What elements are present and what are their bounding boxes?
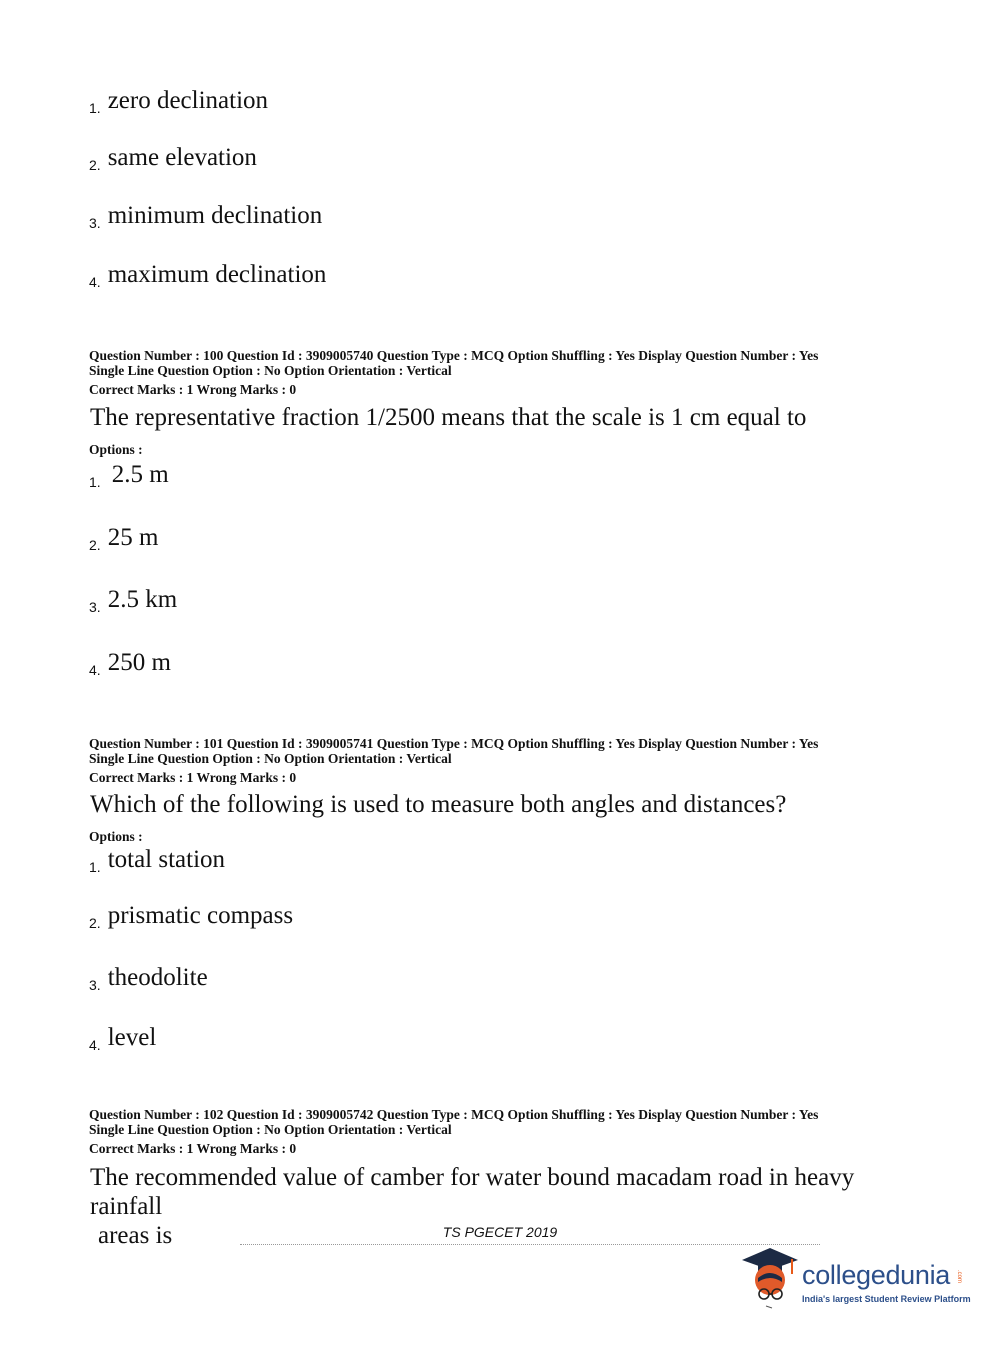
option-text: theodolite	[107, 964, 208, 991]
option-text: zero declination	[107, 87, 269, 114]
option-number: 4.	[89, 662, 101, 678]
question-meta-line: Single Line Question Option : No Option Orientation : Vertical	[89, 751, 452, 766]
question-101-text: Which of the following is used to measure both angles and distances?	[90, 791, 787, 818]
exam-footer: TS PGECET 2019	[442, 1224, 558, 1240]
prev-option-2	[89, 144, 257, 173]
q100-option-1	[89, 461, 169, 490]
question-102-marks: Correct Marks : 1 Wrong Marks : 0	[89, 1141, 297, 1156]
logo-tagline: India's largest Student Review Platform	[802, 1294, 971, 1304]
prev-option-3	[89, 202, 323, 231]
question-meta-line: Question Number : 101 Question Id : 3909005741 Question Type : MCQ Option Shuffling : Yes Display Question Number : Yes	[89, 736, 819, 751]
question-102-meta	[89, 1107, 818, 1137]
q100-option-3	[89, 586, 178, 615]
option-text: minimum declination	[107, 202, 323, 229]
option-text: 25 m	[107, 524, 159, 551]
q100-option-4	[89, 649, 171, 678]
prev-option-4	[89, 261, 327, 290]
question-100-marks: Correct Marks : 1 Wrong Marks : 0	[89, 382, 297, 397]
option-number: 3.	[89, 977, 101, 993]
question-meta-line: Question Number : 102 Question Id : 3909005742 Question Type : MCQ Option Shuffling : Yes Display Question Number : Yes	[89, 1107, 819, 1122]
collegedunia-logo	[740, 1244, 970, 1314]
q101-option-1	[89, 846, 226, 875]
question-101-meta	[89, 736, 818, 766]
question-meta-line: Question Number : 100 Question Id : 3909005740 Question Type : MCQ Option Shuffling : Yes Display Question Number : Yes	[89, 348, 819, 363]
question-text-line: The recommended value of camber for water bound macadam road in heavy rainfall	[90, 1164, 855, 1220]
question-text-line: areas is	[98, 1222, 173, 1249]
q100-option-2	[89, 524, 159, 553]
option-number: 2.	[89, 915, 101, 931]
question-100-text: The representative fraction 1/2500 means that the scale is 1 cm equal to	[90, 404, 807, 431]
option-number: 1.	[89, 100, 101, 116]
mascot-icon	[740, 1244, 802, 1314]
option-text: maximum declination	[107, 261, 327, 288]
option-text: prismatic compass	[107, 902, 294, 929]
option-text: total station	[107, 846, 226, 873]
option-number: 1.	[89, 859, 101, 875]
q101-option-2	[89, 902, 294, 931]
option-number: 1.	[89, 474, 101, 490]
logo-wordmark: collegedunia	[802, 1260, 951, 1290]
option-number: 3.	[89, 599, 101, 615]
logo-com: .com	[956, 1270, 962, 1284]
option-number: 4.	[89, 1037, 101, 1053]
option-text: 2.5 km	[107, 586, 178, 613]
q101-option-3	[89, 964, 208, 993]
prev-option-1	[89, 87, 269, 116]
options-label: Options :	[89, 442, 143, 457]
question-meta-line: Single Line Question Option : No Option Orientation : Vertical	[89, 363, 452, 378]
question-101-marks: Correct Marks : 1 Wrong Marks : 0	[89, 770, 297, 785]
option-number: 2.	[89, 157, 101, 173]
option-text: 2.5 m	[111, 461, 169, 488]
option-number: 3.	[89, 215, 101, 231]
q101-option-4	[89, 1024, 157, 1053]
option-text: same elevation	[107, 144, 257, 171]
question-100-meta	[89, 348, 818, 378]
question-meta-line: Single Line Question Option : No Option Orientation : Vertical	[89, 1122, 452, 1137]
option-text: level	[107, 1024, 157, 1051]
option-text: 250 m	[107, 649, 171, 676]
footer-divider	[240, 1244, 820, 1246]
options-label: Options :	[89, 829, 143, 844]
option-number: 2.	[89, 537, 101, 553]
option-number: 4.	[89, 274, 101, 290]
